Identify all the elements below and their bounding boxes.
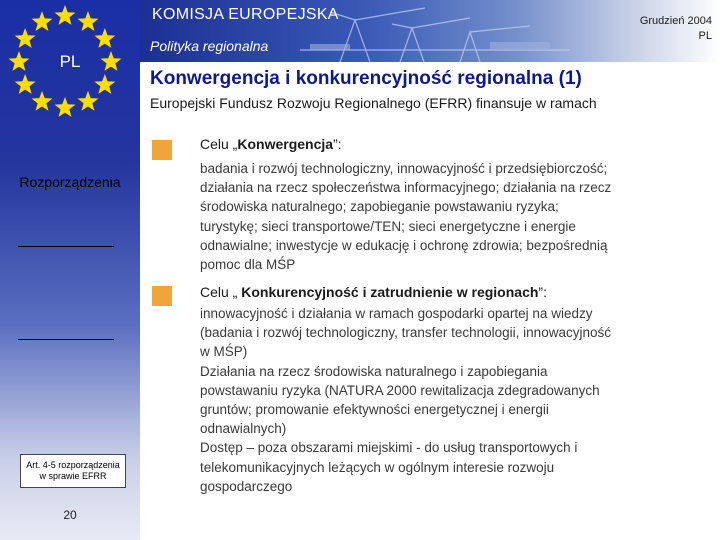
slide-title: Konwergencja i konkurencyjność regionalna (1) — [150, 68, 582, 89]
intro-rest: (EFRR) finansuje w ramach — [420, 95, 597, 111]
body-line: gospodarczego — [200, 478, 293, 494]
language-code: PL — [698, 30, 712, 42]
body-line: środowiska naturalnego; zapobieganie powstawaniu ryzyka; — [200, 199, 559, 215]
body-line: powstawaniu ryzyka (NATURA 2000 rewitalizacja zdegradowanych — [200, 382, 600, 398]
heading-prefix: Celu „ — [200, 284, 242, 300]
body-line: telekomunikacyjnych leżących w ogólnym interesie rozwoju — [200, 459, 555, 475]
reference-line: Art. 4-5 rozporządzenia — [26, 460, 120, 470]
section-body — [200, 159, 700, 274]
heading-prefix: Celu „ — [200, 136, 238, 152]
fund-name: Europejski Fundusz Rozwoju Regionalnego — [150, 95, 421, 111]
sidebar-label: Rozporządzenia — [19, 174, 121, 190]
star-icon — [94, 74, 115, 94]
body-line: działania na rzecz społeczeństwa informacyjnego; działania na rzecz — [200, 180, 612, 196]
star-icon — [78, 11, 99, 31]
body-line: Działania na rzecz środowiska naturalnego i zapobiegania — [200, 363, 548, 379]
star-icon — [15, 28, 36, 48]
sidebar — [0, 0, 140, 540]
star-icon — [15, 74, 36, 94]
country-code: PL — [59, 52, 81, 71]
heading-bold: Konwergencja — [237, 136, 334, 152]
star-icon — [55, 5, 76, 25]
date-block — [592, 14, 712, 44]
body-line: innowacyjność i działania w ramach gospodarki opartej na wiedzy — [200, 306, 593, 321]
section-heading — [200, 136, 342, 152]
page-number: 20 — [63, 508, 77, 522]
heading-bold: Konkurencyjność i zatrudnienie w regionach — [241, 284, 539, 300]
star-icon — [94, 28, 115, 48]
section-body — [200, 304, 700, 496]
reference-box — [20, 454, 126, 488]
body-line: odnawialne; inwestycje w edukację i ochronę zdrowia; bezpośrednią — [200, 237, 608, 253]
star-icon — [78, 91, 99, 111]
body-line: (badania i rozwój technologiczny, transfer technologii, innowacyjność — [200, 325, 611, 341]
body-line: turystykę; sieci transportowe/TEN; sieci energetyczne i energie — [200, 218, 576, 234]
bullet-icon — [152, 140, 172, 160]
divider — [18, 246, 114, 247]
header-subtitle: Polityka regionalna — [150, 38, 269, 54]
body-line: w MŚP) — [200, 344, 248, 360]
heading-suffix: ”: — [333, 136, 342, 152]
heading-suffix: ”: — [538, 284, 547, 300]
header-title: KOMISJA EUROPEJSKA — [152, 6, 339, 23]
body-line: odnawialnych) — [200, 421, 287, 437]
star-icon — [32, 91, 53, 111]
body-line: gruntów; promowanie efektywności energetycznej i energii — [200, 402, 549, 418]
header-banner — [140, 0, 720, 62]
divider — [18, 339, 114, 340]
intro-text — [150, 95, 597, 111]
date-text: Grudzień 2004 — [639, 15, 712, 27]
reference-line: w sprawie EFRR — [39, 471, 107, 481]
body-line: pomoc dla MŚP — [200, 257, 296, 273]
star-icon — [55, 97, 76, 117]
section-heading — [200, 284, 547, 300]
bullet-icon — [152, 286, 172, 306]
star-icon — [32, 11, 53, 31]
body-line: badania i rozwój technologiczny, innowacyjność i przedsiębiorczość; — [200, 161, 608, 176]
body-line: Dostęp – poza obszarami miejskimi - do usług transportowych i — [200, 440, 578, 456]
